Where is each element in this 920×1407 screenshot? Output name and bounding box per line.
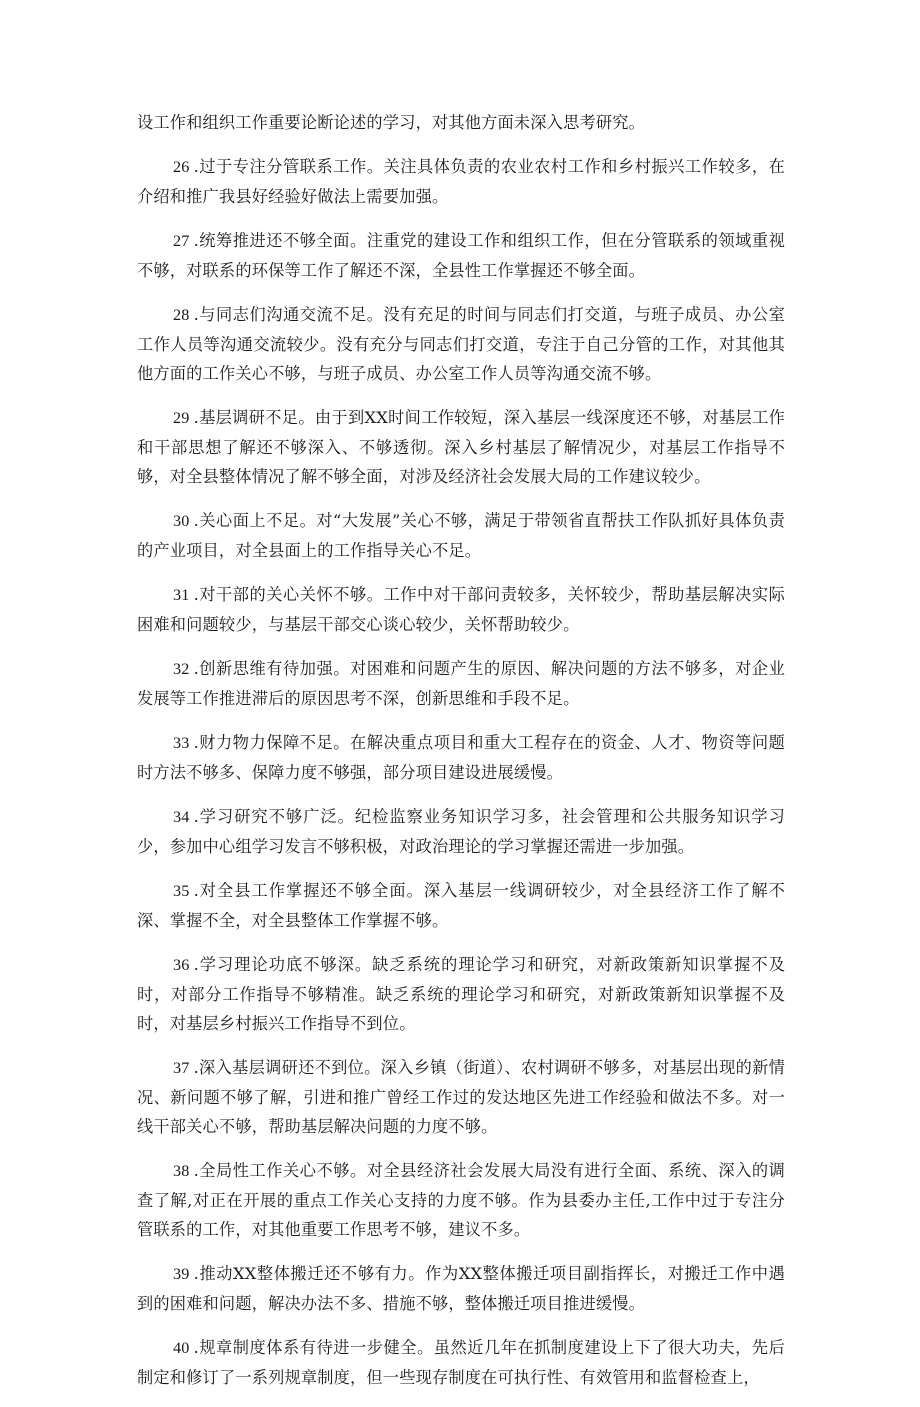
- paragraph-text: .学习研究不够广泛。纪检监察业务知识学习多，社会管理和公共服务知识学习少，参加中心组学习发言不够积极，对政治理论的学习掌握还需进一步加强。: [137, 807, 785, 856]
- paragraph-28: [137, 300, 785, 388]
- paragraph-number: 36: [173, 956, 190, 974]
- paragraph-35: [137, 876, 785, 935]
- paragraph-text: .财力物力保障不足。在解决重点项目和重大工程存在的资金、人才、物资等问题时方法不够多、保障力度不够强，部分项目建设进展缓慢。: [137, 733, 785, 782]
- paragraph-number: 33: [173, 734, 190, 752]
- paragraph-number: 26: [173, 158, 190, 176]
- paragraph-text: .深入基层调研还不到位。深入乡镇（街道）、农村调研不够多，对基层出现的新情况、新问题不够了解，引进和推广曾经工作过的发达地区先进工作经验和做法不多。对一线干部关心不够，帮助基层解决问题的力度不够。: [137, 1058, 785, 1136]
- paragraph-number: 27: [173, 232, 190, 250]
- paragraph-30: [137, 506, 785, 565]
- paragraph-36: [137, 950, 785, 1038]
- paragraph-text: .创新思维有待加强。对困难和问题产生的原因、解决问题的方法不够多，对企业发展等工作推进滞后的原因思考不深，创新思维和手段不足。: [137, 659, 785, 708]
- paragraph-34: [137, 802, 785, 861]
- paragraph-number: 40: [173, 1339, 190, 1357]
- paragraph-number: 35: [173, 882, 190, 900]
- paragraph-29: [137, 403, 785, 491]
- paragraph-text: .对全县工作掌握还不够全面。深入基层一线调研较少，对全县经济工作了解不深、掌握不全，对全县整体工作掌握不够。: [137, 881, 785, 930]
- paragraph-text: .推动XX整体搬迁还不够有力。作为XX整体搬迁项目副指挥长，对搬迁工作中遇到的困难和问题，解决办法不多、措施不够，整体搬迁项目推进缓慢。: [137, 1264, 785, 1313]
- paragraph-number: 37: [173, 1059, 190, 1077]
- paragraph-27: [137, 226, 785, 285]
- paragraph-40: [137, 1333, 785, 1392]
- paragraph-text: .过于专注分管联系工作。关注具体负责的农业农村工作和乡村振兴工作较多，在介绍和推广我县好经验好做法上需要加强。: [137, 157, 785, 206]
- paragraph-number: 32: [173, 660, 190, 678]
- paragraph-number: 29: [173, 409, 190, 427]
- paragraph-number: 39: [173, 1265, 190, 1283]
- paragraph-38: [137, 1156, 785, 1244]
- paragraph-text: .规章制度体系有待进一步健全。虽然近几年在抓制度建设上下了很大功夫，先后制定和修订了一系列规章制度，但一些现存制度在可执行性、有效管用和监督检查上，: [137, 1338, 785, 1387]
- paragraph-33: [137, 728, 785, 787]
- paragraph-text: .与同志们沟通交流不足。没有充足的时间与同志们打交道，与班子成员、办公室工作人员等沟通交流较少。没有充分与同志们打交道，专注于自己分管的工作，对其他其他方面的工作关心不够，与班子成员、办公室工作人员等沟通交流不够。: [137, 305, 785, 383]
- paragraph-31: [137, 580, 785, 639]
- paragraph-continuation: [137, 108, 785, 137]
- paragraph-number: 34: [173, 808, 190, 826]
- paragraph-number: 28: [173, 306, 190, 324]
- paragraph-text: .学习理论功底不够深。缺乏系统的理论学习和研究，对新政策新知识掌握不及时，对部分工作指导不够精准。缺乏系统的理论学习和研究，对新政策新知识掌握不及时，对基层乡村振兴工作指导不到位。: [137, 955, 785, 1033]
- paragraph-text: 设工作和组织工作重要论断论述的学习，对其他方面未深入思考研究。: [137, 113, 646, 132]
- paragraph-37: [137, 1053, 785, 1141]
- paragraph-text: .对干部的关心关怀不够。工作中对干部问责较多，关怀较少，帮助基层解决实际困难和问题较少，与基层干部交心谈心较少，关怀帮助较少。: [137, 585, 785, 634]
- document-body: [137, 108, 785, 1407]
- paragraph-text: .统筹推进还不够全面。注重党的建设工作和组织工作，但在分管联系的领域重视不够，对联系的环保等工作了解还不深，全县性工作掌握还不够全面。: [137, 231, 785, 280]
- paragraph-32: [137, 654, 785, 713]
- paragraph-text: .全局性工作关心不够。对全县经济社会发展大局没有进行全面、系统、深入的调查了解,对正在开展的重点工作关心支持的力度不够。作为县委办主任,工作中过于专注分管联系的工作，对其他重要工作思考不够，建议不多。: [137, 1161, 785, 1239]
- paragraph-39: [137, 1259, 785, 1318]
- paragraph-number: 30: [173, 512, 190, 530]
- paragraph-26: [137, 152, 785, 211]
- paragraph-number: 38: [173, 1162, 190, 1180]
- paragraph-text: .关心面上不足。对“大发展”关心不够，满足于带领省直帮扶工作队抓好具体负责的产业项目，对全县面上的工作指导关心不足。: [137, 511, 785, 560]
- paragraph-text: .基层调研不足。由于到XX时间工作较短，深入基层一线深度还不够，对基层工作和干部思想了解还不够深入、不够透彻。深入乡村基层了解情况少，对基层工作指导不够，对全县整体情况了解不够全面，对涉及经济社会发展大局的工作建议较少。: [137, 408, 785, 486]
- paragraph-number: 31: [173, 586, 190, 604]
